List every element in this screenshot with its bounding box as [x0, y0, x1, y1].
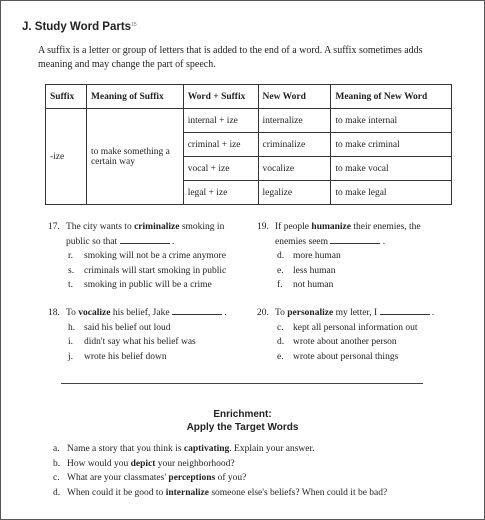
question-19 — [257, 220, 467, 293]
question-20 — [257, 306, 472, 364]
header-word-plus-suffix: Word + Suffix — [183, 85, 258, 109]
answer-option[interactable]: d. wrote about another person — [277, 337, 397, 347]
answer-option[interactable]: c. kept all personal information out — [277, 322, 418, 333]
answer-blank[interactable] — [120, 235, 170, 244]
answer-option[interactable]: j. wrote his belief down — [68, 351, 167, 362]
question-stem-line2: enemies seem . — [275, 236, 386, 247]
answer-option[interactable]: h. said his belief out loud — [68, 322, 171, 333]
list-item: d. When could it be good to internalize someone else's beliefs? When could it be bad? — [53, 487, 388, 498]
suffix-meaning-cell: to make something a certain way — [86, 109, 183, 205]
word-cell: internal + ize — [183, 109, 258, 133]
intro-paragraph: A suffix is a letter or group of letters that is added to the end of a word. A suffix sometimes adds meaning and may change the part of speech. — [38, 45, 423, 70]
section-divider — [61, 383, 423, 384]
answer-option[interactable]: e. wrote about personal things — [277, 351, 399, 362]
question-18 — [48, 306, 253, 364]
question-stem: If people humanize their enemies, the — [275, 222, 421, 232]
new-meaning-cell: to make vocal — [331, 157, 452, 181]
question-number: 18. — [48, 308, 60, 318]
question-stem: To personalize my letter, I . — [275, 308, 435, 318]
answer-blank[interactable] — [330, 235, 380, 244]
footnote-marker: 15 — [131, 22, 137, 28]
header-new-word: New Word — [258, 85, 331, 109]
answer-blank[interactable] — [380, 306, 430, 315]
question-stem-line2: public so that . — [66, 236, 175, 247]
header-meaning-of-suffix: Meaning of Suffix — [86, 85, 183, 109]
new-meaning-cell: to make legal — [331, 181, 452, 205]
question-number: 20. — [257, 308, 269, 318]
answer-option[interactable]: i. didn't say what his belief was — [68, 337, 196, 347]
question-stem: The city wants to criminalize smoking in — [66, 222, 225, 232]
section-title: J. Study Word Parts$^{15}$ — [22, 21, 137, 33]
answer-option[interactable]: e. less human — [277, 265, 336, 276]
enrichment-title: Enrichment: — [213, 409, 272, 420]
header-suffix: Suffix — [46, 85, 87, 109]
question-17 — [48, 220, 248, 293]
new-word-cell: internalize — [258, 109, 331, 133]
list-item: c. What are your classmates' perceptions of you? — [53, 473, 247, 483]
enrichment-list — [53, 442, 387, 500]
word-parts-table — [45, 84, 452, 205]
list-item: a. Name a story that you think is captivating. Explain your answer. — [53, 444, 315, 454]
question-number: 19. — [257, 222, 269, 232]
word-cell: criminal + ize — [183, 133, 258, 157]
new-meaning-cell: to make internal — [331, 109, 452, 133]
question-stem: To vocalize his belief, Jake . — [66, 308, 227, 318]
answer-option[interactable]: f. not human — [277, 280, 334, 290]
list-item: b. How would you depict your neighborhood? — [53, 458, 235, 469]
word-cell: vocal + ize — [183, 157, 258, 181]
new-word-cell: criminalize — [258, 133, 331, 157]
enrichment-subtitle: Apply the Target Words — [186, 422, 299, 433]
answer-blank[interactable] — [172, 306, 222, 315]
table-row — [46, 109, 452, 133]
answer-option[interactable]: t. smoking in public will be a crime — [68, 280, 212, 290]
new-word-cell: vocalize — [258, 157, 331, 181]
word-cell: legal + ize — [183, 181, 258, 205]
suffix-cell: -ize — [46, 109, 87, 205]
answer-option[interactable]: r. smoking will not be a crime anymore — [68, 251, 226, 261]
question-number: 17. — [48, 222, 60, 232]
new-meaning-cell: to make criminal — [331, 133, 452, 157]
new-word-cell: legalize — [258, 181, 331, 205]
table-header-row — [46, 85, 452, 109]
answer-option[interactable]: d. more human — [277, 251, 341, 261]
header-meaning-of-new-word: Meaning of New Word — [331, 85, 452, 109]
answer-option[interactable]: s. criminals will start smoking in public — [68, 265, 227, 276]
